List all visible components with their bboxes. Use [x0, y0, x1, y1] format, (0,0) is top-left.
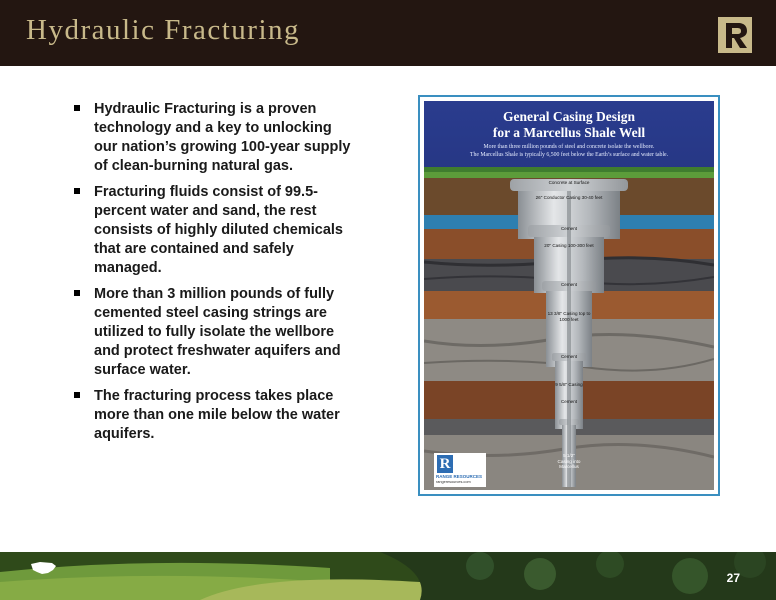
label-intermediate-casing: 13 3/8" Casing top to 1000 feet [547, 311, 591, 322]
figure-subtitle [424, 143, 714, 159]
slide-header [0, 0, 776, 66]
footer-landscape [0, 552, 776, 600]
label-cement-1: Cement [560, 226, 578, 231]
logo-website: rangeresources.com [436, 480, 471, 484]
slide-title: Hydraulic Fracturing [26, 14, 301, 46]
bullet-square-icon [74, 290, 80, 296]
casing-illustration [424, 101, 714, 490]
range-resources-logo [434, 453, 486, 487]
label-cement-2: Cement [560, 282, 578, 287]
bullet-item [70, 100, 355, 176]
label-production-casing: 9 5/8" Casing [555, 382, 583, 387]
page-number: 27 [726, 571, 740, 585]
range-resources-logo-icon [718, 17, 752, 53]
bullet-text: The fracturing process takes place more than one mile below the water aquifers. [94, 388, 340, 442]
figure-subtitle-line-2: The Marcellus Shale is typically 6,500 feet below the Earth’s surface and water table. [469, 152, 669, 158]
figure-title-line-2: for a Marcellus Shale Well [492, 125, 646, 140]
bullet-item [70, 183, 355, 278]
label-final-casing: 5 1/2" Casing into Marcellus [557, 453, 581, 469]
casing-design-poster [424, 101, 714, 490]
bullet-text: More than 3 million pounds of fully cemented steel casing strings are utilized to fully isolate the wellbore and protect freshwater aquifers and surface water. [94, 286, 341, 378]
figure-title-line-1: General Casing Design [502, 109, 635, 124]
landscape-banner [0, 552, 776, 600]
bullet-square-icon [74, 392, 80, 398]
bullet-square-icon [74, 188, 80, 194]
bullet-square-icon [74, 105, 80, 111]
label-conductor-casing: 26" Conductor Casing 30-40 feet [535, 195, 603, 200]
casing-design-figure [418, 95, 720, 496]
label-cement-3: Cement [560, 354, 578, 359]
figure-title [424, 109, 714, 141]
range-resources-r-icon: R [437, 455, 453, 473]
label-cement-4: Cement [560, 399, 578, 404]
bullet-text: Hydraulic Fracturing is a proven technology and a key to unlocking our nation’s growing 100-year supply of clean-burning natural gas. [94, 101, 351, 174]
bullet-item [70, 387, 355, 444]
bullet-text: Fracturing fluids consist of 99.5-percent water and sand, the rest consists of highly diluted chemicals that are contained and safely managed. [94, 184, 343, 276]
label-concrete-surface: Concrete at Surface [548, 180, 590, 185]
bullet-item [70, 285, 355, 380]
label-surface-casing: 20" Casing 100-300 feet [544, 243, 594, 248]
bullet-list [70, 100, 355, 451]
figure-subtitle-line-1: More than three million pounds of steel and concrete isolate the wellbore. [483, 144, 655, 150]
logo-company-name: RANGE RESOURCES [436, 474, 483, 479]
